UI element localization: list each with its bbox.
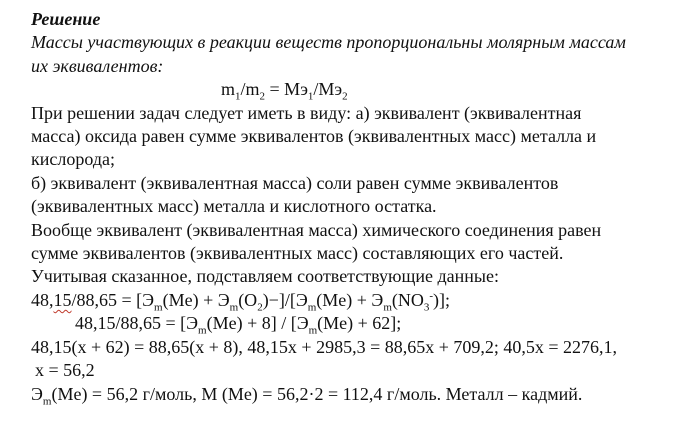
equation-1 <box>31 289 681 312</box>
formula-subscript: 1 <box>235 90 241 103</box>
intro-line-2: их эквивалентов: <box>31 55 164 76</box>
conclusion <box>31 383 681 406</box>
conclusion-text: Э <box>31 383 43 404</box>
equation-4: x = 56,2 <box>35 360 95 381</box>
eq-text: 48, <box>31 289 54 310</box>
eq-subscript: m <box>198 324 207 337</box>
formula-subscript: 2 <box>259 90 266 103</box>
conclusion-subscript: m <box>42 395 52 408</box>
intro-line-1: Массы участвующих в реакции веществ пропорциональны молярным массам <box>31 32 626 53</box>
formula-text: m <box>221 79 236 100</box>
eq-text: )]; <box>433 289 451 310</box>
eq-text: (Me) + Э <box>162 289 230 310</box>
para3-line-3: Учитывая сказанное, подставляем соответствующие данные: <box>31 266 499 287</box>
para3-line-1: Вообще эквивалент (эквивалентная масса) химического соединения равен <box>31 219 602 240</box>
eq-text: (Me) + 62]; <box>317 313 402 334</box>
formula-subscript: 2 <box>342 90 348 103</box>
conclusion-text: (Me) = 56,2 г/моль, M (Me) = 56,2·2 = 112,4 г/моль. Металл – кадмий. <box>51 383 583 404</box>
eq-superscript: - <box>429 289 434 302</box>
para1-line-2: масса) оксида равен сумме эквивалентов (эквивалентных масс) металла и <box>31 126 597 147</box>
document-body <box>31 8 681 406</box>
para2-line-1: б) эквивалент (эквивалентная масса) соли равен сумме эквивалентов <box>31 172 559 193</box>
eq-text: /88,65 = [Э <box>71 289 155 310</box>
eq-text: (Me) + 8] / [Э <box>206 313 309 334</box>
eq-subscript: m <box>383 301 392 314</box>
formula-text: = Mэ <box>265 79 308 100</box>
eq-subscript: 3 <box>423 301 430 314</box>
main-formula <box>31 78 681 101</box>
eq-subscript: 2 <box>257 301 263 314</box>
para1-line-1: При решении задач следует иметь в виду: а) эквивалент (эквивалентная <box>31 102 582 123</box>
eq-subscript: m <box>154 301 163 314</box>
eq-text: (NO <box>391 289 424 310</box>
eq-subscript: m <box>307 301 317 314</box>
equation-2 <box>31 312 681 335</box>
heading: Решение <box>31 9 101 29</box>
formula-text: /m <box>240 79 260 100</box>
eq-text: (O <box>238 289 258 310</box>
eq-text: 48,15/88,65 = [Э <box>75 313 199 334</box>
formula-subscript: 1 <box>307 90 314 103</box>
equation-3: 48,15(x + 62) = 88,65(x + 8), 48,15x + 2985,3 = 88,65x + 709,2; 40,5x = 2276,1, <box>31 336 618 357</box>
eq-text: (Me) + Э <box>316 289 384 310</box>
eq-subscript: m <box>308 324 318 337</box>
para2-line-2: (эквивалентных масс) металла и кислотного остатка. <box>31 196 437 217</box>
para1-line-3: кислорода; <box>31 149 115 170</box>
eq-text: )−]/[Э <box>262 289 308 310</box>
para3-line-2: сумме эквивалентов (эквивалентных масс) составляющих его частей. <box>31 243 564 264</box>
formula-text: /Mэ <box>313 79 343 100</box>
spellcheck-underlined-text: 15 <box>53 289 72 310</box>
eq-subscript: m <box>229 301 239 314</box>
